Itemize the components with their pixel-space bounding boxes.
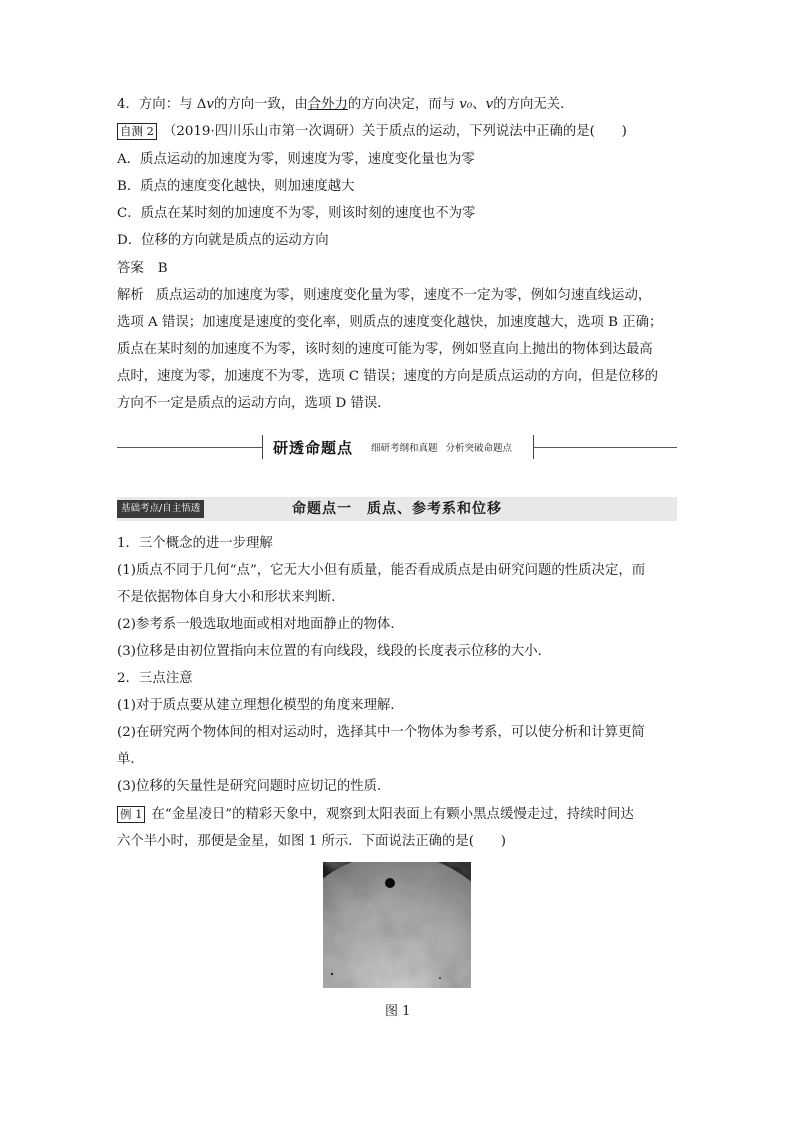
self-test-stem-line xyxy=(117,123,627,141)
analysis-line-1 xyxy=(117,287,651,305)
item4-suffix: 的方向无关． xyxy=(493,97,574,112)
figure-caption: 图 1 xyxy=(385,1004,411,1019)
body-line-4: (2)参考系一般选取地面或相对地面静止的物体． xyxy=(117,617,404,632)
self-test-stem: （2019·四川乐山市第一次调研）关于质点的运动，下列说法中正确的是( ) xyxy=(162,124,627,139)
body-line-2: (1)质点不同于几何“点”，它无大小但有质量，能否看成质点是由研究问题的性质决定，而 xyxy=(117,563,646,578)
item4-mid2: 的方向决定，而与 xyxy=(347,97,460,112)
analysis-line-5: 方向不一定是质点的运动方向，选项 D 错误． xyxy=(117,396,391,411)
banner-subtitle-1: 细研考纲和真题 xyxy=(371,443,438,454)
body-line-10: (3)位移的矢量性是研究问题时应切记的性质． xyxy=(117,779,391,794)
answer-label: 答案 xyxy=(117,261,144,276)
analysis-line-3: 质点在某时刻的加速度不为零，该时刻的速度可能为零，例如竖直向上抛出的物体到达最高 xyxy=(117,342,653,357)
body-line-3: 不是依据物体自身大小和形状来判断． xyxy=(117,590,345,605)
topic-badge: 基础考点/自主悟透 xyxy=(117,500,204,518)
option-c: C．质点在某时刻的加速度不为零，则该时刻的速度也不为零 xyxy=(117,206,476,221)
answer-value: B xyxy=(157,261,168,276)
banner-title: 研透命题点 xyxy=(273,438,354,457)
topic-title: 命题点一 质点、参考系和位移 xyxy=(292,501,502,517)
example-tag: 例 1 xyxy=(117,806,145,823)
body-line-5: (3)位移是由初位置指向末位置的有向线段，线段的长度表示位移的大小． xyxy=(117,644,552,659)
var-v: v xyxy=(206,97,214,112)
venus-transit-photo xyxy=(323,862,471,988)
option-b: B．质点的速度变化越快，则加速度越大 xyxy=(117,179,355,194)
body-line-7: (1)对于质点要从建立理想化模型的角度来理解． xyxy=(117,698,404,713)
item4-line xyxy=(117,96,574,114)
item4-sep: 、 xyxy=(472,97,486,112)
example-line-1 xyxy=(117,806,634,824)
example-text-1: 在“金星凌日”的精彩天象中，观察到太阳表面上有颗小黑点缓慢走过，持续时间达 xyxy=(151,807,634,822)
var-v: v xyxy=(485,97,494,112)
analysis-text: 质点运动的加速度为零，则速度变化量为零，速度不一定为零，例如匀速直线运动， xyxy=(155,288,652,303)
banner-subtitle-2: 分析突破命题点 xyxy=(445,443,513,454)
topic-header-bar xyxy=(117,497,677,521)
option-a: A．质点运动的加速度为零，则速度为零，速度变化量也为零 xyxy=(117,152,475,167)
section-banner xyxy=(262,435,534,459)
body-line-8: (2)在研究两个物体间的相对运动时，选择其中一个物体为参考系，可以使分析和计算更简 xyxy=(117,725,645,740)
body-line-1: 1．三个概念的进一步理解 xyxy=(117,536,273,551)
item4-underlined-term: 合外力 xyxy=(307,97,348,112)
item4-mid1: 的方向一致，由 xyxy=(213,97,308,112)
example-line-2: 六个半小时，那便是金星，如图 1 所示．下面说法正确的是( ) xyxy=(117,834,507,849)
self-test-tag: 自测 2 xyxy=(117,123,157,140)
analysis-label: 解析 xyxy=(117,288,144,303)
body-line-6: 2．三点注意 xyxy=(117,671,193,686)
body-line-9: 单． xyxy=(117,752,144,767)
analysis-line-4: 点时，速度为零，加速度不为零，选项 C 错误；速度的方向是质点运动的方向，但是位移的 xyxy=(117,369,658,384)
answer-line xyxy=(117,260,168,278)
analysis-line-2: 选项 A 错误；加速度是速度的变化率，则质点的速度变化越快，加速度越大，选项 B 正确； xyxy=(117,315,663,330)
var-v0: v₀ xyxy=(459,97,473,112)
item4-prefix: 4．方向：与 Δ xyxy=(117,97,207,112)
option-d: D．位移的方向就是质点的运动方向 xyxy=(117,233,329,248)
